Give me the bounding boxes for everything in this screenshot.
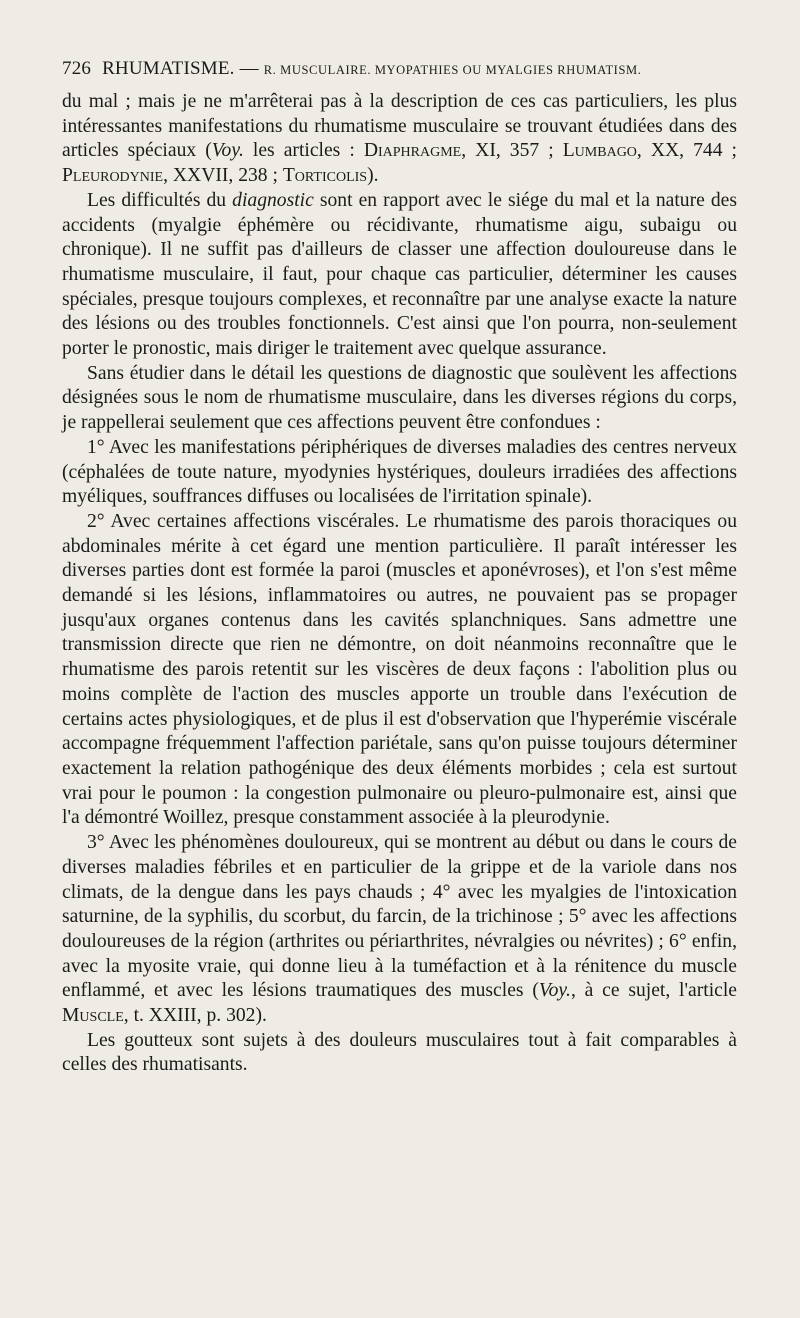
article-reference-lumbago: Lumbago <box>562 140 637 162</box>
voy-reference: Voy. <box>211 140 244 162</box>
paragraph-continuation: du mal ; mais je ne m'arrêterai pas à la description de ces cas particuliers, les plus intéressantes manifestations du rhumatisme musculaire se trouvant étudiées dans des articles spéciaux (Voy. les articles : Diaphragme, XI, 357 ; Lumbago, XX, 744 ; Pleurodynie, XXVII, 238 ; Torticolis). <box>62 91 737 187</box>
article-reference-torticolis: Torticolis <box>282 165 368 187</box>
body-text <box>62 90 737 1078</box>
header-dash: — <box>239 58 259 79</box>
paragraph-item-3-6: 3° Avec les phénomènes douloureux, qui se montrent au début ou dans le cours de diverses maladies fébriles et en particulier de la grippe et de la variole dans nos climats, de la dengue dans les pays chauds ; 4° avec les myalgies de l'intoxication saturnine, de la syphilis, du scorbut, du farcin, de la trichinose ; 5° avec les affections douloureuses de la région (arthrites ou périarthrites, névralgies ou névrites) ; 6° enfin, avec la myosite vraie, qui donne lieu à la tuméfaction et à la rénitence du muscle enflammé, et avec les lésions traumatiques des muscles (Voy., à ce sujet, l'article Muscle, t. XXIII, p. 302). <box>62 832 737 1027</box>
voy-reference: Voy. <box>538 980 571 1002</box>
paragraph-item-2: 2° Avec certaines affections viscérales. Le rhumatisme des parois thoraciques ou abdominales mérite à cet égard une mention particulière. Il paraît intéresser les diverses parties dont est formée la paroi (muscles et aponévroses), et l'on s'est même demandé si les lésions, inflammatoires ou autres, ne pouvaient pas se propager jusqu'aux organes contenus dans les cavités splanchniques. Sans admettre une transmission directe que rien ne démontre, on doit néanmoins reconnaître que le rhumatisme des parois retentit sur les viscères de deux façons : l'abolition plus ou moins complète de l'action des muscles apporte un trouble dans l'exécution de certains actes physiologiques, et de plus il est d'observation que l'hyperémie viscérale accompagne fréquemment l'affection pariétale, sans qu'on puisse toujours déterminer exactement la relation pathogénique des deux éléments morbides ; cela est surtout vrai pour le poumon : la congestion pulmonaire ou pleuro-pulmonaire est, ainsi que l'a démontré Woillez, presque constamment associée à la pleurodynie. <box>62 510 737 829</box>
paragraph-goutteux: Les goutteux sont sujets à des douleurs musculaires tout à fait comparables à celles des rhumatisants. <box>62 1029 737 1076</box>
diagnostic-emphasis: diagnostic <box>232 189 314 211</box>
running-title: RHUMATISME. <box>102 58 235 79</box>
running-header <box>62 58 742 80</box>
paragraph-item-1: 1° Avec les manifestations périphériques de diverses maladies des centres nerveux (céphalées de toute nature, myodynies hystériques, douleurs irradiées des affections myéliques, souffrances diffuses ou localisées de l'irritation spinale). <box>62 436 737 508</box>
article-reference-pleurodynie: Pleurodynie <box>62 165 164 187</box>
running-subtitle: R. MUSCULAIRE. MYOPATHIES OU MYALGIES RHUMATISM. <box>263 63 642 77</box>
paragraph-diagnostic: Les difficultés du diagnostic sont en rapport avec le siége du mal et la nature des accidents (myalgie éphémère ou récidivante, rhumatisme aigu, subaigu ou chronique). Il ne suffit pas d'ailleurs de classer une affection douloureuse dans le rhumatisme musculaire, il faut, pour chaque cas particulier, déterminer les causes spéciales, presque toujours complexes, et reconnaître par une analyse exacte la nature des lésions ou des troubles fonctionnels. C'est ainsi que l'on pourra, non-seulement porter le pronostic, mais diriger le traitement avec quelque assurance. <box>62 189 737 360</box>
article-reference-muscle: Muscle <box>62 1005 124 1027</box>
paragraph-confusions-intro: Sans étudier dans le détail les questions de diagnostic que soulèvent les affections désignées sous le nom de rhumatisme musculaire, dans les diverses régions du corps, je rappellerai seulement que ces affections peuvent être confondues : <box>62 362 737 434</box>
article-reference-diaphragme: Diaphragme <box>363 140 462 162</box>
page-number: 726 <box>62 58 92 79</box>
